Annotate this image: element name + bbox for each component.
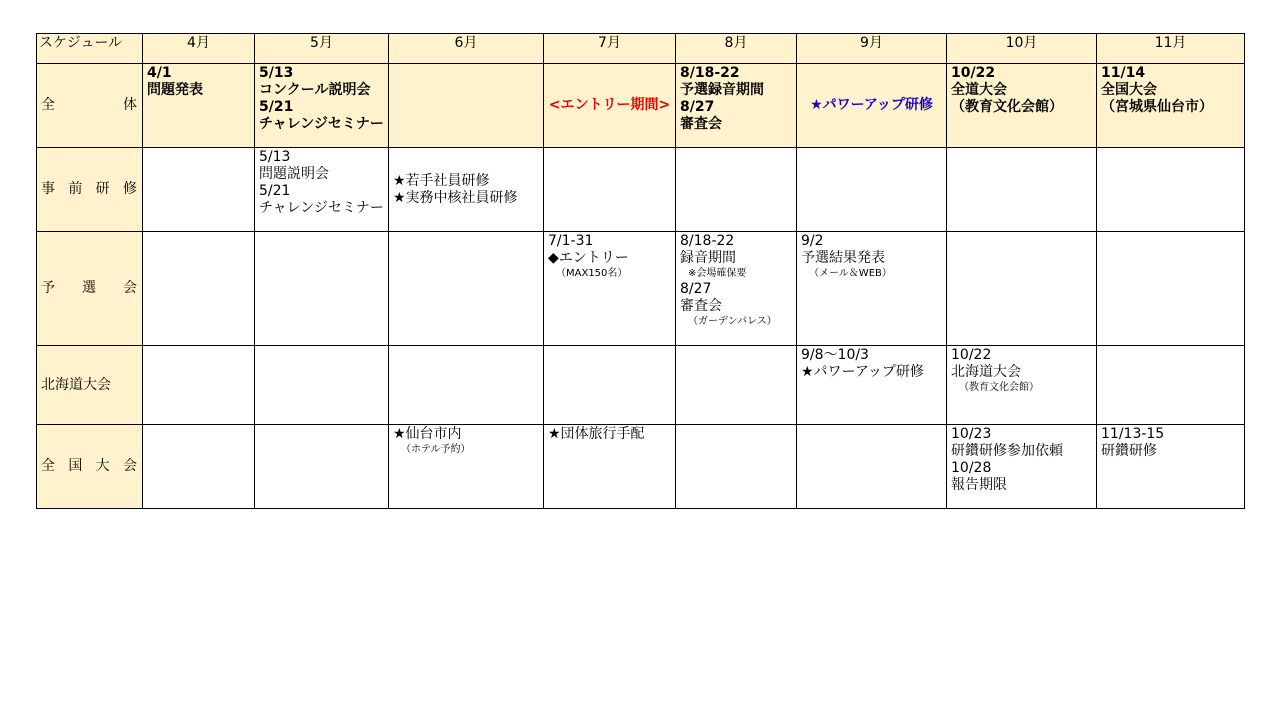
overall-aug-event-2: 審査会 [680, 116, 722, 132]
month-may: 5月 [255, 34, 389, 64]
row-label-char: 会 [123, 280, 137, 296]
preliminary-sep-cell [797, 232, 947, 346]
pre-training-row [37, 148, 1245, 232]
national-nov-event: 研鑽研修 [1101, 443, 1157, 459]
overall-may-date-1: 5/13 [259, 65, 294, 81]
preliminary-aug-event-2: 審査会 [680, 298, 722, 314]
pre-training-nov-cell [1097, 148, 1245, 232]
month-aug: 8月 [676, 34, 797, 64]
month-apr: 4月 [143, 34, 255, 64]
national-oct-event-2: 報告期限 [951, 477, 1007, 493]
hokkaido-oct-cell [947, 346, 1097, 425]
preliminary-aug-event-1: 録音期間 [680, 250, 736, 266]
pre-training-may-date-2: 5/21 [259, 183, 291, 199]
pre-training-jul-cell [544, 148, 676, 232]
hokkaido-jun-cell [389, 346, 544, 425]
national-jun-cell [389, 425, 544, 509]
preliminary-sep-date: 9/2 [801, 233, 824, 249]
pre-training-may-event-1: 問題説明会 [259, 166, 329, 182]
row-label-char: 選 [82, 280, 96, 296]
header-corner: スケジュール [37, 34, 143, 64]
row-label-char: 会 [122, 458, 137, 474]
preliminary-aug-cell [676, 232, 797, 346]
hokkaido-oct-note: （教育文化会館） [959, 382, 1039, 393]
overall-oct-venue: （教育文化会館） [951, 99, 1063, 115]
preliminary-jul-cell [544, 232, 676, 346]
national-oct-event-1: 研鑽研修参加依頼 [951, 443, 1063, 459]
row-label-hokkaido: 北海道大会 [37, 346, 143, 425]
national-oct-cell [947, 425, 1097, 509]
national-aug-cell [676, 425, 797, 509]
hokkaido-row [37, 346, 1245, 425]
row-label-preliminary [37, 232, 143, 346]
national-apr-cell [143, 425, 255, 509]
row-label-char: 全 [41, 458, 55, 474]
preliminary-jul-date: 7/1-31 [548, 233, 594, 249]
national-oct-date-1: 10/23 [951, 426, 992, 442]
pre-training-sep-cell [797, 148, 947, 232]
overall-nov-date: 11/14 [1101, 65, 1146, 81]
month-sep: 9月 [797, 34, 947, 64]
hokkaido-aug-cell [676, 346, 797, 425]
overall-oct-cell [947, 64, 1097, 148]
preliminary-sep-note: （メール＆WEB） [809, 268, 892, 279]
row-label-char: 事 [41, 181, 55, 197]
national-sep-cell [797, 425, 947, 509]
preliminary-row [37, 232, 1245, 346]
national-nov-cell [1097, 425, 1245, 509]
overall-apr-cell [143, 64, 255, 148]
national-oct-date-2: 10/28 [951, 460, 992, 476]
preliminary-nov-cell [1097, 232, 1245, 346]
preliminary-aug-date-1: 8/18-22 [680, 233, 735, 249]
hokkaido-may-cell [255, 346, 389, 425]
row-label-char: 前 [68, 181, 83, 197]
pre-training-jun-cell [389, 148, 544, 232]
overall-oct-event: 全道大会 [951, 82, 1007, 98]
row-label-char: 修 [122, 181, 137, 197]
overall-apr-date: 4/1 [147, 65, 172, 81]
preliminary-jun-cell [389, 232, 544, 346]
overall-apr-event: 問題発表 [147, 82, 203, 98]
row-label-char: 国 [68, 458, 83, 474]
overall-row [37, 64, 1245, 148]
overall-aug-event-1: 予選録音期間 [680, 82, 764, 98]
overall-nov-cell [1097, 64, 1245, 148]
overall-oct-date: 10/22 [951, 65, 996, 81]
hokkaido-nov-cell [1097, 346, 1245, 425]
row-label-char: 体 [123, 97, 137, 113]
overall-nov-event: 全国大会 [1101, 82, 1157, 98]
hokkaido-oct-date: 10/22 [951, 347, 992, 363]
row-label-char: 全 [41, 97, 55, 113]
national-jul-event: ★団体旅行手配 [548, 426, 645, 442]
preliminary-jul-note: （MAX150名） [556, 268, 628, 279]
pre-training-jun-event-2: ★実務中核社員研修 [393, 189, 518, 206]
hokkaido-sep-event: ★パワーアップ研修 [801, 364, 924, 380]
pre-training-aug-cell [676, 148, 797, 232]
overall-jul-cell: <エントリー期間> [544, 64, 676, 148]
overall-jun-cell [389, 64, 544, 148]
preliminary-aug-date-2: 8/27 [680, 281, 712, 297]
overall-aug-cell [676, 64, 797, 148]
pre-training-may-event-2: チャレンジセミナー [259, 200, 384, 216]
row-label-national [37, 425, 143, 509]
month-jul: 7月 [544, 34, 676, 64]
overall-may-date-2: 5/21 [259, 99, 294, 115]
preliminary-may-cell [255, 232, 389, 346]
overall-may-event-1: コンクール説明会 [259, 82, 371, 98]
national-nov-date: 11/13-15 [1101, 426, 1165, 442]
pre-training-apr-cell [143, 148, 255, 232]
preliminary-apr-cell [143, 232, 255, 346]
overall-may-event-2: チャレンジセミナー [259, 116, 384, 132]
hokkaido-sep-date: 9/8～10/3 [801, 347, 869, 363]
header-row [37, 34, 1245, 64]
overall-aug-date-1: 8/18-22 [680, 65, 740, 81]
national-jul-cell [544, 425, 676, 509]
month-nov: 11月 [1097, 34, 1245, 64]
hokkaido-oct-event: 北海道大会 [951, 364, 1021, 380]
overall-aug-date-2: 8/27 [680, 99, 715, 115]
national-jun-note: （ホテル予約） [401, 444, 471, 455]
row-label-char: 予 [41, 280, 55, 296]
national-may-cell [255, 425, 389, 509]
hokkaido-jul-cell [544, 346, 676, 425]
hokkaido-sep-cell [797, 346, 947, 425]
pre-training-may-date-1: 5/13 [259, 149, 291, 165]
schedule-table [36, 33, 1245, 509]
pre-training-jun-event-1: ★若手社員研修 [393, 172, 490, 189]
row-label-pre-training [37, 148, 143, 232]
preliminary-jul-event: ◆エントリー [548, 250, 629, 266]
national-jun-event: ★仙台市内 [393, 426, 462, 442]
hokkaido-apr-cell [143, 346, 255, 425]
pre-training-may-cell [255, 148, 389, 232]
pre-training-oct-cell [947, 148, 1097, 232]
row-label-overall [37, 64, 143, 148]
preliminary-oct-cell [947, 232, 1097, 346]
preliminary-sep-event: 予選結果発表 [801, 250, 885, 266]
month-jun: 6月 [389, 34, 544, 64]
overall-nov-venue: （宮城県仙台市） [1101, 99, 1213, 115]
row-label-char: 研 [95, 181, 110, 197]
preliminary-aug-note-1: ※会場確保要 [688, 268, 747, 279]
national-row [37, 425, 1245, 509]
row-label-char: 大 [95, 458, 110, 474]
overall-may-cell [255, 64, 389, 148]
preliminary-aug-note-2: （ガーデンパレス） [688, 316, 777, 327]
overall-sep-cell: ★パワーアップ研修 [797, 64, 947, 148]
month-oct: 10月 [947, 34, 1097, 64]
